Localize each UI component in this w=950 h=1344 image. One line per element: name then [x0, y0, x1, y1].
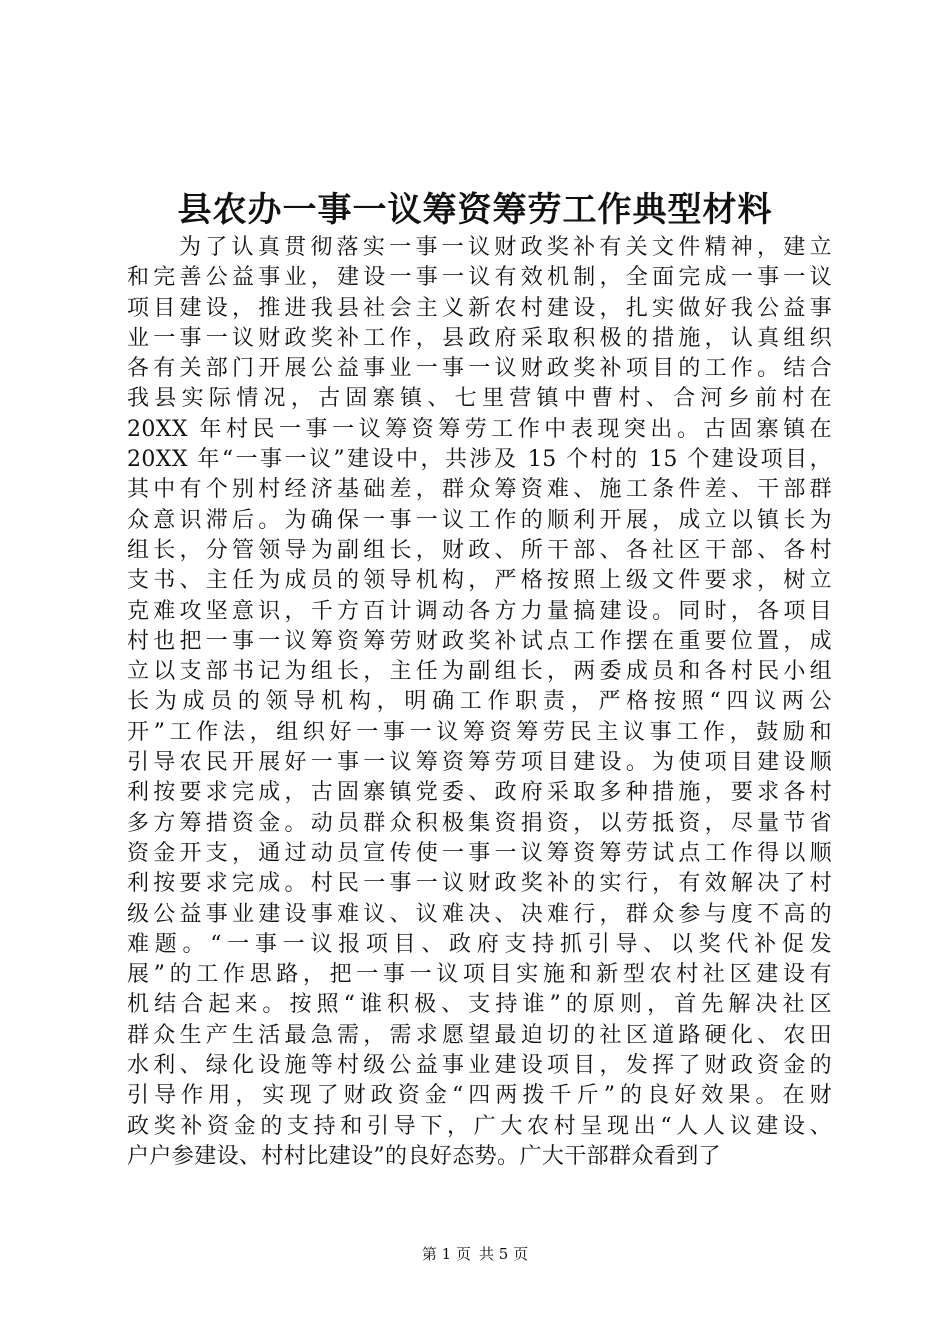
paragraph-line: 水利、绿化设施等村级公益事业建设项目，发挥了财政资金的 — [127, 1053, 832, 1079]
paragraph-line: 20XX 年村民一事一议筹资筹劳工作中表现突出。古固寨镇在 — [127, 416, 832, 442]
paragraph-line: 户户参建设、村村比建设”的良好态势。广大干部群众看到了 — [127, 1143, 722, 1169]
page-footer — [0, 1244, 950, 1264]
paragraph-line: 难题。“一事一议报项目、政府支持抓引导、以奖代补促发 — [127, 931, 832, 957]
paragraph-line: 其中有个别村经济基础差，群众筹资难、施工条件差、干部群 — [127, 477, 832, 503]
paragraph-line: 长为成员的领导机构，明确工作职责，严格按照“四议两公 — [127, 689, 832, 715]
page-number: 第 1 页 — [421, 1245, 471, 1263]
paragraph-line: 资金开支，通过动员宣传使一事一议筹资筹劳试点工作得以顺 — [127, 840, 832, 866]
paragraph-line: 为了认真贯彻落实一事一议财政奖补有关文件精神，建立 — [179, 235, 832, 260]
paragraph-line: 机结合起来。按照“谁积极、支持谁”的原则，首先解决社区 — [127, 992, 832, 1018]
paragraph-line: 各有关部门开展公益事业一事一议财政奖补项目的工作。结合 — [127, 356, 832, 382]
paragraph-line: 多方筹措资金。动员群众积极集资捐资，以劳抵资，尽量节省 — [127, 810, 832, 836]
paragraph-line: 克难攻坚意识，千方百计调动各方力量搞建设。同时，各项目 — [127, 598, 832, 624]
paragraph-line: 群众生产生活最急需，需求愿望最迫切的社区道路硬化、农田 — [127, 1022, 832, 1048]
paragraph-line: 引导作用，实现了财政资金“四两拨千斤”的良好效果。在财 — [127, 1083, 832, 1109]
paragraph-line: 和完善公益事业，建设一事一议有效机制，全面完成一事一议 — [127, 265, 832, 291]
paragraph-line: 20XX 年“一事一议”建设中，共涉及 15 个村的 15 个建设项目， — [127, 447, 832, 473]
body-paragraph — [127, 233, 832, 1172]
paragraph-line: 引导农民开展好一事一议筹资筹劳项目建设。为使项目建设顺 — [127, 750, 832, 776]
paragraph-line: 立以支部书记为组长，主任为副组长，两委成员和各村民小组 — [127, 659, 832, 685]
paragraph-line: 项目建设，推进我县社会主义新农村建设，扎实做好我公益事 — [127, 295, 832, 321]
paragraph-line: 众意识滞后。为确保一事一议工作的顺利开展，成立以镇长为 — [127, 507, 832, 533]
paragraph-line: 组长，分管领导为副组长，财政、所干部、各社区干部、各村 — [127, 537, 832, 563]
page-total: 共 5 页 — [479, 1245, 529, 1263]
document-title: 县农办一事一议筹资筹劳工作典型材料 — [177, 190, 773, 230]
paragraph-line: 支书、主任为成员的领导机构，严格按照上级文件要求，树立 — [127, 568, 832, 594]
paragraph-line: 利按要求完成。村民一事一议财政奖补的实行，有效解决了村 — [127, 871, 832, 897]
paragraph-line: 开”工作法，组织好一事一议筹资筹劳民主议事工作，鼓励和 — [127, 719, 832, 745]
paragraph-line: 业一事一议财政奖补工作，县政府采取积极的措施，认真组织 — [127, 325, 832, 351]
paragraph-line: 政奖补资金的支持和引导下，广大农村呈现出“人人议建设、 — [127, 1113, 832, 1139]
paragraph-line: 我县实际情况，古固寨镇、七里营镇中曹村、合河乡前村在 — [127, 386, 832, 412]
paragraph-line: 级公益事业建设事难议、议难决、决难行，群众参与度不高的 — [127, 901, 832, 927]
paragraph-line: 展”的工作思路，把一事一议项目实施和新型农村社区建设有 — [127, 962, 832, 988]
paragraph-line: 利按要求完成，古固寨镇党委、政府采取多种措施，要求各村 — [127, 780, 832, 806]
paragraph-line: 村也把一事一议筹资筹劳财政奖补试点工作摆在重要位置，成 — [127, 628, 832, 654]
